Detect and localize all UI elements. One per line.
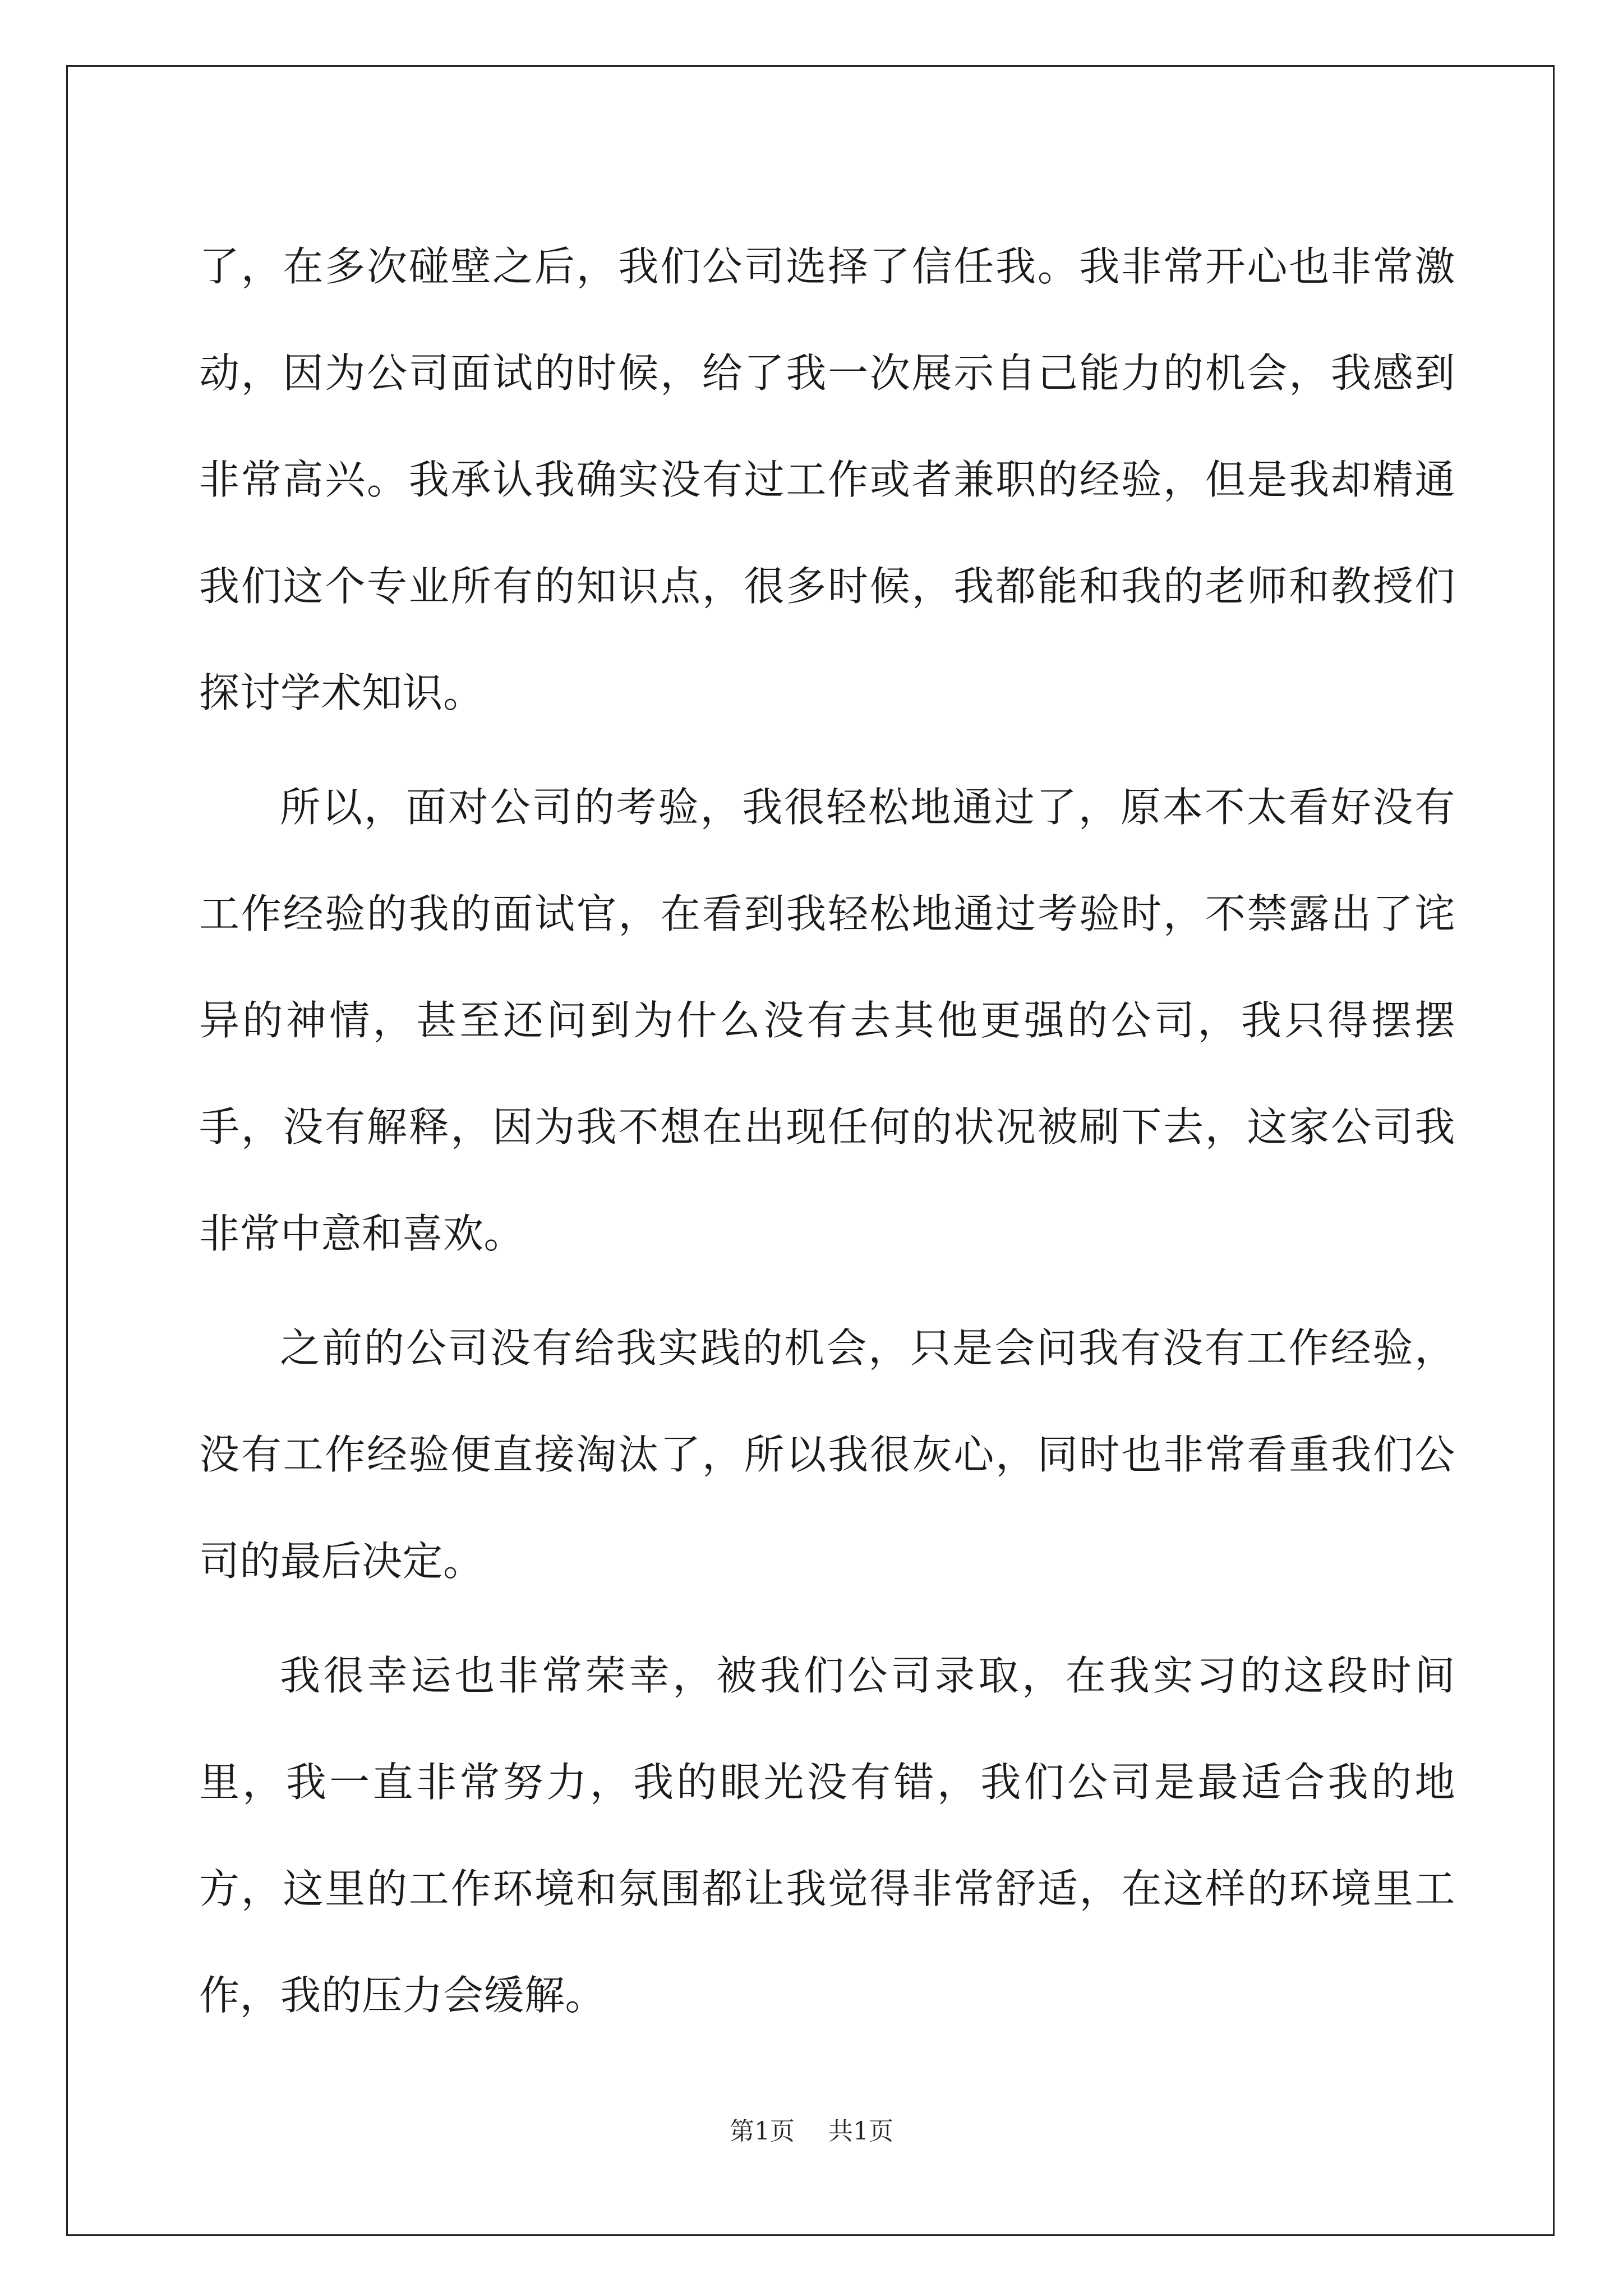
paragraph-1: 了，在多次碰壁之后，我们公司选择了信任我。我非常开心也非常激动，因为公司面试的时候，给了我一次展示自己能力的机会，我感到非常高兴。我承认我确实没有过工作或者兼职的经验，但是我却精通我们这个专业所有的知识点，很多时候，我都能和我的老师和教授们探讨学术知识。 [199, 243, 1455, 716]
paragraph-4: 我很幸运也非常荣幸，被我们公司录取，在我实习的这段时间里，我一直非常努力，我的眼光没有错，我们公司是最适合我的地方，这里的工作环境和氛围都让我觉得非常舒适，在这样的环境里工作，我的压力会缓解。 [199, 1652, 1455, 2019]
document-body [199, 213, 1455, 2056]
paragraph-2: 所以，面对公司的考验，我很轻松地通过了，原本不太看好没有工作经验的我的面试官，在看到我轻松地通过考验时，不禁露出了诧异的神情，甚至还问到为什么没有去其他更强的公司，我只得摆摆手，没有解释，因为我不想在出现任何的状况被刷下去，这家公司我非常中意和喜欢。 [199, 784, 1455, 1257]
paragraph-3: 之前的公司没有给我实践的机会，只是会问我有没有工作经验，没有工作经验便直接淘汰了，所以我很灰心，同时也非常看重我们公司的最后决定。 [199, 1324, 1455, 1585]
page-number: 第1页 [730, 2117, 795, 2146]
page-footer [0, 2115, 1623, 2148]
page-total: 共1页 [828, 2117, 893, 2146]
